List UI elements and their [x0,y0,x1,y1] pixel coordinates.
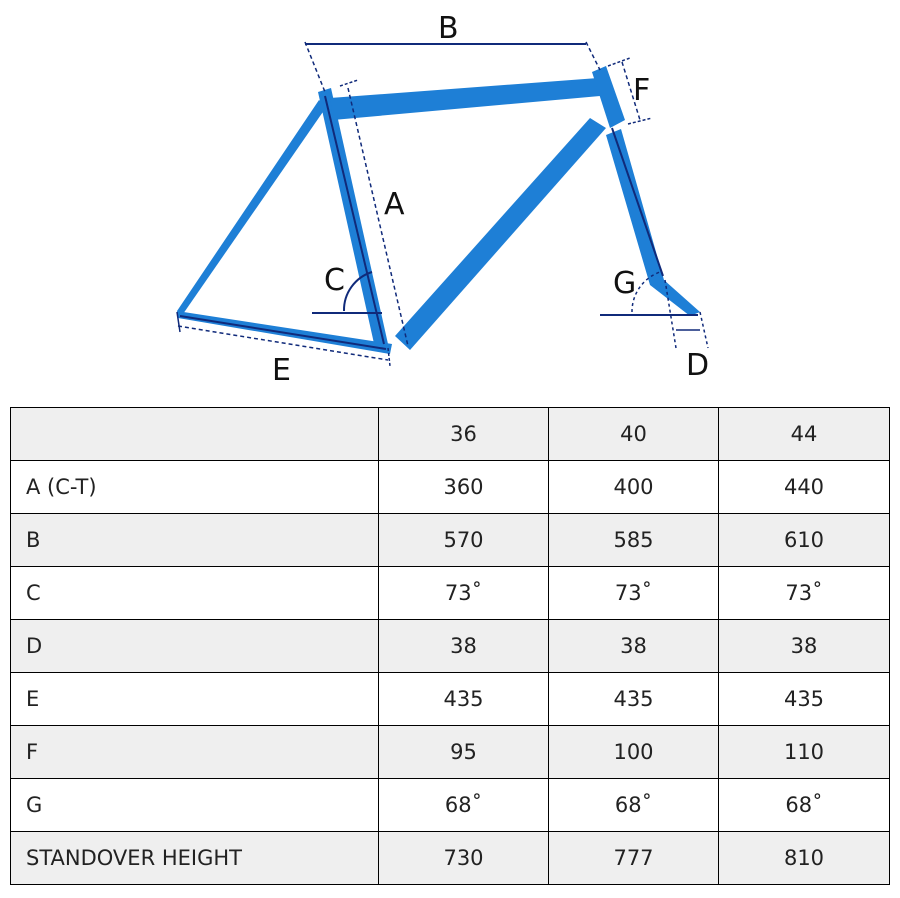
label-c: C [324,263,345,298]
row-value: 73˚ [719,567,890,620]
label-b: B [438,11,459,46]
header-cell-size: 40 [549,408,719,461]
table-row [11,567,890,620]
bike-frame [177,66,700,354]
geometry-table [10,407,890,885]
row-value: 810 [719,832,890,885]
chain-stay-axis [180,316,386,349]
label-g: G [613,266,637,301]
row-value: 38 [379,620,549,673]
row-value: 570 [379,514,549,567]
row-value: 435 [379,673,549,726]
table-row [11,514,890,567]
row-label: D [11,620,379,673]
dim-f-tick-top [608,58,630,66]
row-value: 38 [719,620,890,673]
row-label: C [11,567,379,620]
row-value: 777 [549,832,719,885]
row-value: 68˚ [549,779,719,832]
row-value: 400 [549,461,719,514]
dim-b-ext-right [586,42,600,70]
row-value: 610 [719,514,890,567]
row-label: F [11,726,379,779]
header-cell-size: 36 [379,408,549,461]
seat-stay [177,100,327,314]
table-row [11,832,890,885]
row-value: 360 [379,461,549,514]
row-value: 100 [549,726,719,779]
row-label: G [11,779,379,832]
seat-tube-axis [325,96,384,344]
row-value: 95 [379,726,549,779]
row-value: 435 [549,673,719,726]
row-label: STANDOVER HEIGHT [11,832,379,885]
table-row [11,620,890,673]
head-tube [592,66,625,128]
table-header-row [11,408,890,461]
row-value: 73˚ [549,567,719,620]
dim-a-tick [340,80,358,86]
table-row [11,726,890,779]
row-label: A (C-T) [11,461,379,514]
row-value: 38 [549,620,719,673]
row-value: 68˚ [379,779,549,832]
row-value: 435 [719,673,890,726]
header-cell-empty [11,408,379,461]
dim-b-ext-left [305,42,325,92]
label-a: A [384,187,405,222]
table-row [11,461,890,514]
row-value: 730 [379,832,549,885]
header-cell-size: 44 [719,408,890,461]
top-tube [330,78,600,120]
dim-d-outer [700,312,708,348]
label-f: F [633,73,651,108]
table-row [11,673,890,726]
row-label: B [11,514,379,567]
row-value: 585 [549,514,719,567]
row-value: 110 [719,726,890,779]
frame-geometry-diagram [0,0,900,400]
head-tube-axis [612,128,663,276]
row-value: 73˚ [379,567,549,620]
label-d: D [686,348,710,383]
table-row [11,779,890,832]
row-label: E [11,673,379,726]
down-tube [395,118,606,350]
label-e: E [272,353,291,388]
row-value: 440 [719,461,890,514]
row-value: 68˚ [719,779,890,832]
